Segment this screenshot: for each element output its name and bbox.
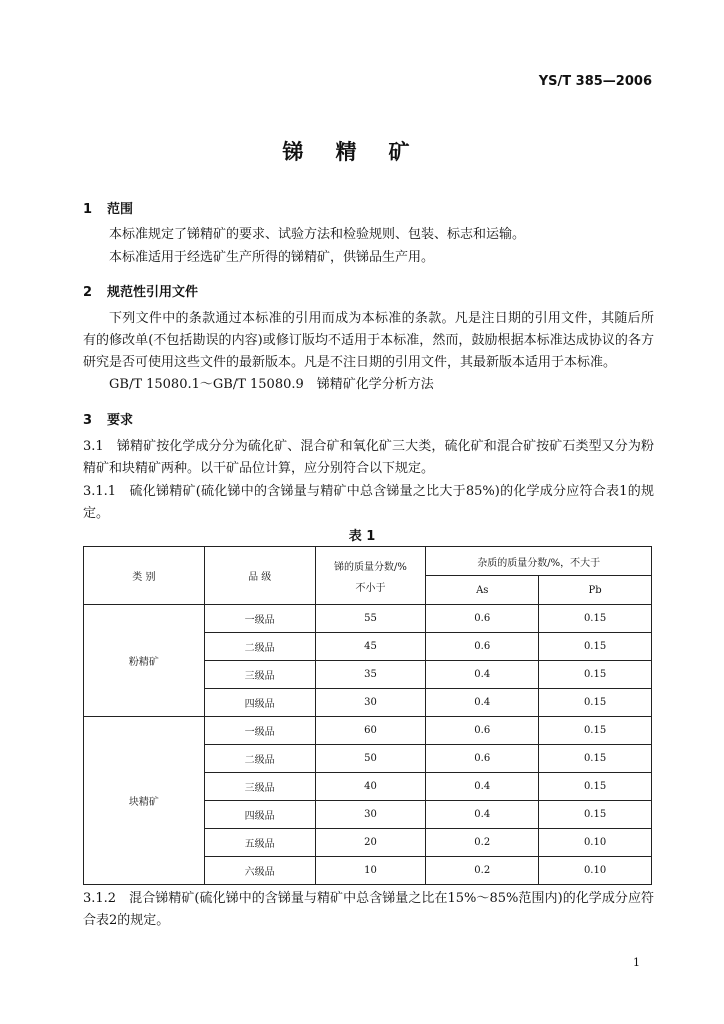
as-cell: 0.6: [426, 605, 539, 633]
as-cell: 0.4: [426, 689, 539, 717]
section-number: 1: [83, 202, 93, 217]
table-1: [83, 546, 652, 885]
page-title: 锑精矿: [282, 140, 442, 164]
clause-3-1: 3.1 锑精矿按化学成分分为硫化矿、混合矿和氧化矿三大类，硫化矿和混合矿按矿石类型又分为粉精矿和块精矿两种。以干矿品位计算，应分别符合以下规定。: [83, 439, 654, 476]
sb-cell: 55: [315, 605, 426, 633]
as-cell: 0.4: [426, 661, 539, 689]
section-3-heading: [83, 409, 133, 428]
sb-cell: 40: [315, 773, 426, 801]
grade-cell: 三级品: [204, 773, 315, 801]
grade-cell: 一级品: [204, 717, 315, 745]
as-cell: 0.2: [426, 829, 539, 857]
sb-cell: 20: [315, 829, 426, 857]
header-grade: 品 级: [204, 547, 315, 605]
section-title: 规范性引用文件: [107, 285, 199, 300]
sb-cell: 30: [315, 689, 426, 717]
as-cell: 0.4: [426, 773, 539, 801]
page-number: 1: [633, 956, 640, 969]
pb-cell: 0.10: [539, 829, 652, 857]
section-title: 范围: [107, 202, 134, 217]
sb-cell: 10: [315, 857, 426, 885]
as-cell: 0.6: [426, 633, 539, 661]
grade-cell: 四级品: [204, 689, 315, 717]
section-number: 3: [83, 413, 93, 428]
as-cell: 0.6: [426, 745, 539, 773]
table-caption: 表 1: [348, 529, 376, 544]
pb-cell: 0.15: [539, 717, 652, 745]
header-sb: [315, 547, 426, 605]
pb-cell: 0.15: [539, 661, 652, 689]
sb-cell: 50: [315, 745, 426, 773]
section-1-para-1: 本标准规定了锑精矿的要求、试验方法和检验规则、包装、标志和运输。: [109, 227, 526, 242]
section-2-para-1: 下列文件中的条款通过本标准的引用而成为本标准的条款。凡是注日期的引用文件，其随后所有的修改单(不包括勘误的内容)或修订版均不适用于本标准，然而，鼓励根据本标准达成协议的各方研究是否可使用这些文件的最新版本。凡是不注日期的引用文件，其最新版本适用于本标准。: [83, 311, 654, 370]
as-cell: 0.4: [426, 801, 539, 829]
grade-cell: 三级品: [204, 661, 315, 689]
grade-cell: 二级品: [204, 633, 315, 661]
pb-cell: 0.15: [539, 773, 652, 801]
pb-cell: 0.15: [539, 633, 652, 661]
pb-cell: 0.15: [539, 605, 652, 633]
section-title: 要求: [107, 413, 134, 428]
standard-code: YS/T 385—2006: [538, 74, 652, 89]
as-cell: 0.6: [426, 717, 539, 745]
clause-3-1-1: 3.1.1 硫化锑精矿(硫化锑中的含锑量与精矿中总含锑量之比大于85%)的化学成分应符合表1的规定。: [83, 484, 654, 521]
grade-cell: 二级品: [204, 745, 315, 773]
category-cell: 块精矿: [84, 717, 205, 885]
pb-cell: 0.15: [539, 745, 652, 773]
pb-cell: 0.15: [539, 801, 652, 829]
sb-cell: 30: [315, 801, 426, 829]
header-category: 类 别: [84, 547, 205, 605]
header-impurity: 杂质的质量分数/%，不大于: [426, 547, 652, 576]
category-cell: 粉精矿: [84, 605, 205, 717]
section-number: 2: [83, 285, 93, 300]
grade-cell: 五级品: [204, 829, 315, 857]
clause-3-1-2: 3.1.2 混合锑精矿(硫化锑中的含锑量与精矿中总含锑量之比在15%～85%范围内)的化学成分应符合表2的规定。: [83, 891, 654, 928]
section-1-para-2: 本标准适用于经选矿生产所得的锑精矿，供锑品生产用。: [109, 250, 435, 265]
grade-cell: 六级品: [204, 857, 315, 885]
section-2-para-2: GB/T 15080.1～GB/T 15080.9 锑精矿化学分析方法: [109, 377, 434, 392]
section-1-heading: [83, 198, 133, 217]
grade-cell: 一级品: [204, 605, 315, 633]
section-2-heading: [83, 281, 198, 300]
pb-cell: 0.10: [539, 857, 652, 885]
header-sb-sub: 不小于: [355, 582, 386, 594]
header-as: As: [426, 576, 539, 605]
pb-cell: 0.15: [539, 689, 652, 717]
sb-cell: 35: [315, 661, 426, 689]
sb-cell: 60: [315, 717, 426, 745]
as-cell: 0.2: [426, 857, 539, 885]
header-pb: Pb: [539, 576, 652, 605]
table-row: [84, 605, 652, 633]
grade-cell: 四级品: [204, 801, 315, 829]
header-sb-label: 锑的质量分数/%: [334, 561, 407, 573]
sb-cell: 45: [315, 633, 426, 661]
table-row: [84, 717, 652, 745]
